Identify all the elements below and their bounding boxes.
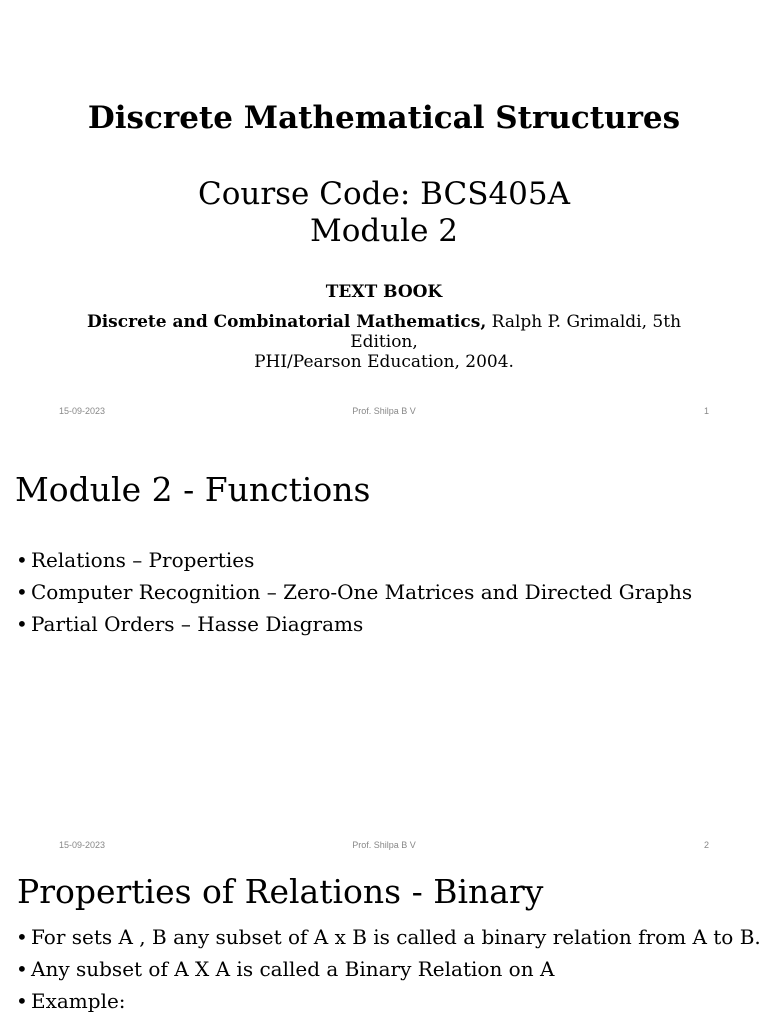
footer-date: 15-09-2023	[59, 406, 106, 416]
slide-footer	[0, 840, 768, 852]
footer-author: Prof. Shilpa B V	[352, 840, 416, 850]
slide-title: Discrete Mathematical Structures	[87, 100, 681, 136]
book-details-line-2: PHI/Pearson Education, 2004.	[254, 352, 514, 372]
list-item	[16, 955, 761, 987]
list-item-text: Any subset of A X A is called a Binary Relation on A	[31, 957, 555, 981]
bullet-marker: •	[16, 957, 28, 981]
slide-footer	[0, 406, 768, 418]
slide-heading: Properties of Relations - Binary	[17, 872, 544, 911]
bullet-marker: •	[16, 925, 28, 949]
bullet-marker: •	[16, 612, 28, 636]
footer-author: Prof. Shilpa B V	[352, 406, 416, 416]
list-item	[16, 987, 761, 1019]
book-details-line-1: Ralph P. Grimaldi, 5th Edition,	[350, 312, 682, 352]
bullet-list	[16, 546, 692, 642]
list-item-text: Partial Orders – Hasse Diagrams	[31, 612, 364, 636]
bullet-marker: •	[16, 580, 28, 604]
footer-date: 15-09-2023	[59, 840, 106, 850]
list-item-text: For sets A , B any subset of A x B is called a binary relation from A to B.	[31, 925, 761, 949]
list-item	[16, 610, 692, 642]
slide-heading: Module 2 - Functions	[15, 470, 371, 509]
bullet-list	[16, 923, 761, 1019]
bullet-marker: •	[16, 989, 28, 1013]
textbook-heading: TEXT BOOK	[325, 282, 443, 302]
bullet-marker: •	[16, 548, 28, 572]
slide-1	[0, 0, 768, 434]
module-number: Module 2	[309, 213, 459, 249]
list-item	[16, 578, 692, 610]
list-item	[16, 923, 761, 955]
book-title: Discrete and Combinatorial Mathematics,	[86, 312, 487, 332]
slide-2	[0, 434, 768, 868]
footer-page-number: 2	[703, 840, 709, 850]
list-item-text: Example:	[31, 989, 126, 1013]
list-item-text: Computer Recognition – Zero-One Matrices and Directed Graphs	[31, 580, 693, 604]
list-item-text: Relations – Properties	[31, 548, 255, 572]
book-citation	[74, 312, 694, 372]
slide-3	[0, 868, 768, 1024]
footer-page-number: 1	[703, 406, 709, 416]
course-code: Course Code: BCS405A	[197, 176, 570, 212]
list-item	[16, 546, 692, 578]
